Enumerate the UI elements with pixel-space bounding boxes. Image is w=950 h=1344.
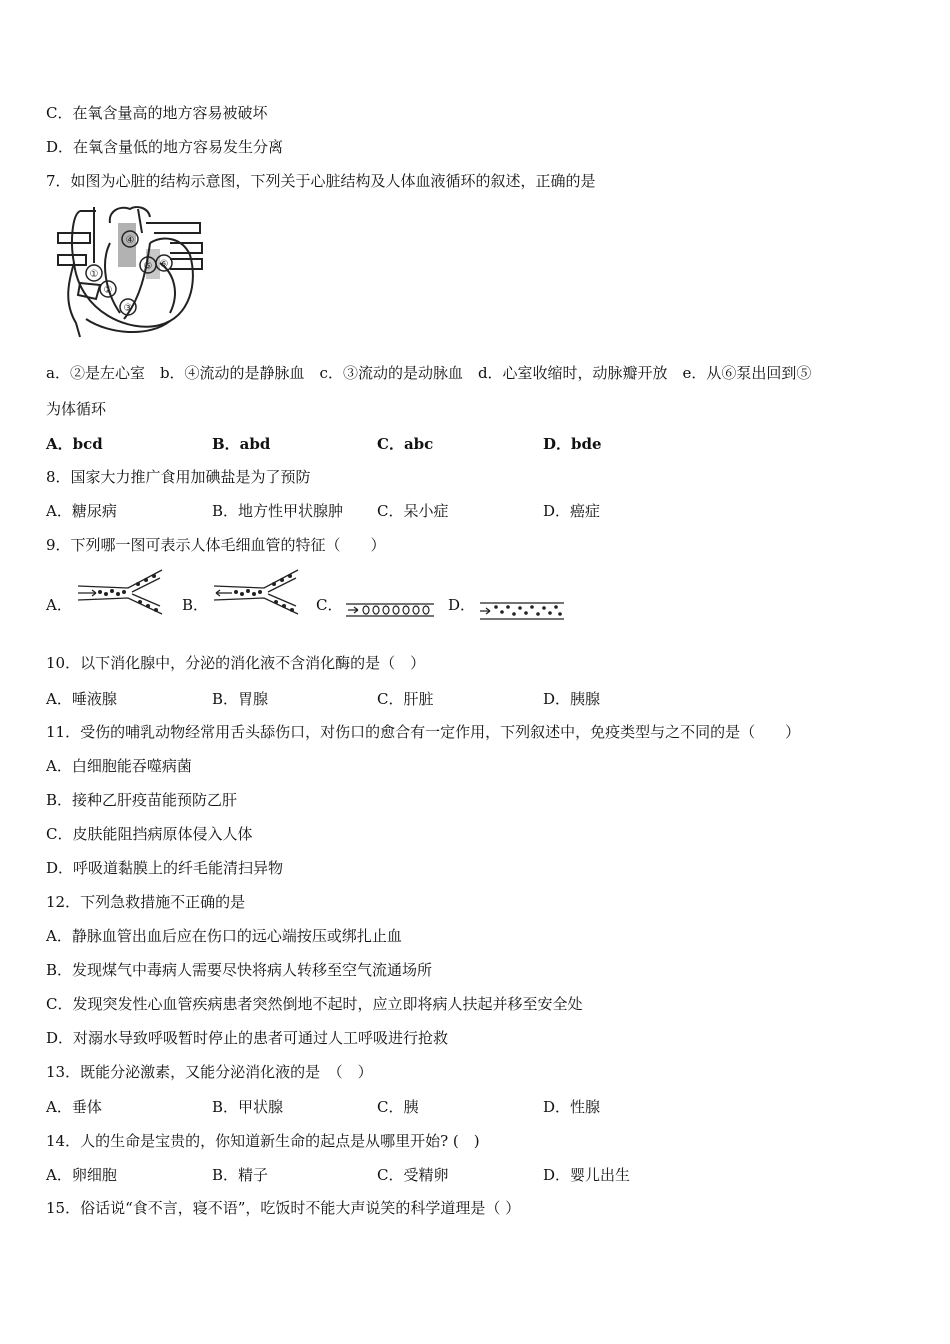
q8-stem: 8．国家大力推广食用加碘盐是为了预防	[46, 468, 311, 486]
q8-option-c[interactable]: C．呆小症	[377, 502, 449, 520]
q9-option-a[interactable]: A．	[46, 596, 72, 614]
vessel-diagram-c	[344, 600, 436, 620]
q12-option-c[interactable]: C．发现突发性心血管疾病患者突然倒地不起时，应立即将病人扶起并移至安全处	[46, 995, 583, 1013]
heart-label-5: ⑤	[143, 261, 153, 272]
q12-option-a[interactable]: A．静脉血管出血后应在伤口的远心端按压或绑扎止血	[46, 927, 402, 945]
q11-option-a[interactable]: A．白细胞能吞噬病菌	[46, 757, 192, 775]
q13-stem: 13．既能分泌激素，又能分泌消化液的是 （ ）	[46, 1063, 373, 1081]
heart-label-4: ④	[125, 235, 135, 246]
q7-option-c[interactable]: C．abc	[377, 435, 434, 453]
vessel-diagram-d	[478, 600, 566, 622]
q10-option-b[interactable]: B．胃腺	[212, 690, 269, 708]
q7-statements-line2: 为体循环	[46, 400, 107, 418]
q11-option-c[interactable]: C．皮肤能阻挡病原体侵入人体	[46, 825, 253, 843]
q8-option-d[interactable]: D．癌症	[543, 502, 601, 520]
vessel-diagram-a	[76, 568, 168, 616]
heart-label-1: ①	[89, 269, 99, 280]
q7-option-d[interactable]: D．bde	[543, 435, 602, 453]
q9-option-b[interactable]: B．	[182, 596, 209, 614]
q10-stem: 10．以下消化腺中，分泌的消化液不含消化酶的是（ ）	[46, 654, 426, 672]
q14-option-a[interactable]: A．卵细胞	[46, 1166, 117, 1184]
q15-stem: 15．俗话说“食不言，寝不语”，吃饭时不能大声说笑的科学道理是（ ）	[46, 1199, 521, 1217]
q7-option-b[interactable]: B．abd	[212, 435, 271, 453]
q9-option-c[interactable]: C．	[316, 596, 343, 614]
q10-option-d[interactable]: D．胰腺	[543, 690, 601, 708]
q11-option-d[interactable]: D．呼吸道黏膜上的纤毛能清扫异物	[46, 859, 284, 877]
heart-label-3: ③	[123, 303, 133, 314]
q13-option-d[interactable]: D．性腺	[543, 1098, 601, 1116]
q8-option-b[interactable]: B．地方性甲状腺肿	[212, 502, 344, 520]
q9-stem: 9．下列哪一图可表示人体毛细血管的特征（ ）	[46, 536, 386, 554]
q11-option-b[interactable]: B．接种乙肝疫苗能预防乙肝	[46, 791, 238, 809]
q14-stem: 14．人的生命是宝贵的，你知道新生命的起点是从哪里开始? ( )	[46, 1132, 480, 1150]
heart-label-2: ②	[103, 285, 113, 296]
q14-option-c[interactable]: C．受精卵	[377, 1166, 449, 1184]
q12-stem: 12．下列急救措施不正确的是	[46, 893, 246, 911]
q11-stem: 11．受伤的哺乳动物经常用舌头舔伤口，对伤口的愈合有一定作用，下列叙述中，免疫类型与之不同的是（ ）	[46, 723, 801, 741]
q13-option-b[interactable]: B．甲状腺	[212, 1098, 284, 1116]
heart-label-6: ⑥	[159, 259, 169, 270]
vessel-diagram-b	[212, 568, 304, 616]
q10-option-a[interactable]: A．唾液腺	[46, 690, 117, 708]
q6-option-c: C．在氧含量高的地方容易被破坏	[46, 104, 268, 122]
q13-option-a[interactable]: A．垂体	[46, 1098, 102, 1116]
q7-option-a[interactable]: A．bcd	[46, 435, 103, 453]
q14-option-d[interactable]: D．婴儿出生	[543, 1166, 631, 1184]
q12-option-b[interactable]: B．发现煤气中毒病人需要尽快将病人转移至空气流通场所	[46, 961, 433, 979]
q13-option-c[interactable]: C．胰	[377, 1098, 419, 1116]
q8-option-a[interactable]: A．糖尿病	[46, 502, 117, 520]
q7-stem: 7．如图为心脏的结构示意图，下列关于心脏结构及人体血液循环的叙述，正确的是	[46, 172, 596, 190]
q7-statements-line1: a．②是左心室 b．④流动的是静脉血 c．③流动的是动脉血 d．心室收缩时，动脉瓣开放 e．从⑥泵出回到⑤	[46, 364, 812, 382]
q6-option-d: D．在氧含量低的地方容易发生分离	[46, 138, 284, 156]
q9-option-d[interactable]: D．	[448, 596, 476, 614]
q12-option-d[interactable]: D．对溺水导致呼吸暂时停止的患者可通过人工呼吸进行抢救	[46, 1029, 449, 1047]
q14-option-b[interactable]: B．精子	[212, 1166, 269, 1184]
q10-option-c[interactable]: C．肝脏	[377, 690, 434, 708]
heart-diagram	[50, 203, 210, 341]
